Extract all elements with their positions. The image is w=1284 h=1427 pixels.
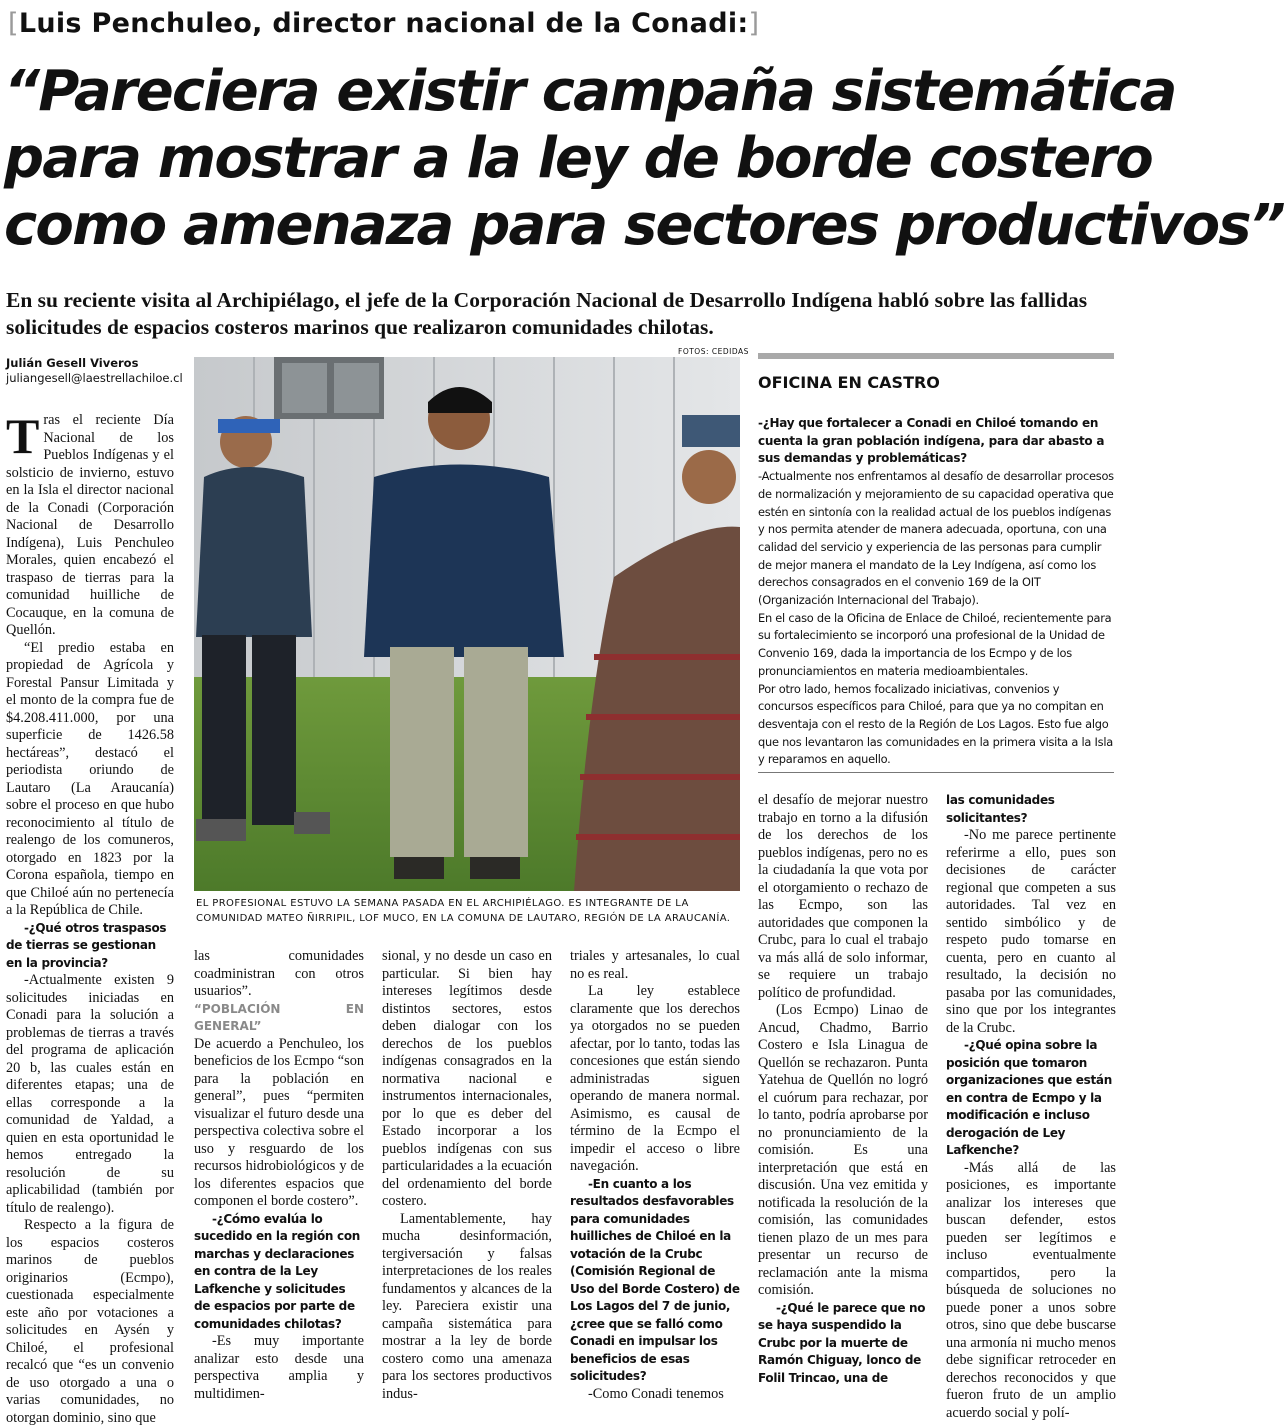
paragraph: sional, y no desde un caso en particular. Si bien hay intereses legítimos desde distintos sectores, estos deben dialogar con los derechos de los pueblos indígenas consagrados en la normativa nacional e instrumentos internacionales, por lo que es deber del Estado incorporar a los pueblos indígenas con sus particularidades a la ecuación del ordenamiento del borde costero. <box>382 948 552 1209</box>
headline-line: “Pareciera existir campaña sistemática <box>4 59 1176 124</box>
interview-question: -¿Hay que fortalecer a Conadi en Chiloé tomando en cuenta la gran población indígena, para dar abasto a sus demandas y problemáticas? <box>758 416 1105 466</box>
interview-question: las comunidades solicitantes? <box>946 793 1055 825</box>
interview-question: -En cuanto a los resultados desfavorables para comunidades huilliches de Chiloé en la votación de la Crubc (Comisión Regional de Uso del Borde Costero) de Los Lagos del 7 de junio, ¿cree que se falló como Conadi en impulsar los beneficios de esas solicitudes? <box>570 1176 740 1383</box>
photo-illustration <box>194 357 740 891</box>
interview-question: -¿Cómo evalúa lo sucedido en la región con marchas y declaraciones en contra de la Ley Lafkenche y solicitudes de espacios por parte de comunidades chilotas? <box>194 1211 361 1331</box>
photo-credit: FOTOS: CEDIDAS <box>678 347 749 356</box>
photo-caption: EL PROFESIONAL ESTUVO LA SEMANA PASADA EN EL ARCHIPIÉLAGO. ES INTEGRANTE DE LA COMUNIDAD MATEO ÑIRRIPIL, LOF MUCO, EN LA COMUNA DE LAUTARO, REGIÓN DE LA ARAUCANÍA. <box>196 898 731 924</box>
dropcap: T <box>6 408 40 464</box>
paragraph: -No me parece pertinente referirme a ello, pues son decisiones de carácter regional que competen a sus autoridades. Tal vez en sentido simbólico y de respeto pudo tomarse en cuenta, pero en cuanto al resultado, la decisión no pasaba por las comunidades, sino que por los integrantes de la Crubc. <box>946 827 1116 1036</box>
article-photo <box>194 357 740 891</box>
author-name: Julián Gesell Viveros <box>6 356 139 370</box>
paragraph: las comunidades coadministran con otros usuarios”. <box>194 948 364 999</box>
sidebar-divider <box>758 772 1114 773</box>
interview-question: -¿Qué otros traspasos de tierras se gestionan en la provincia? <box>6 920 167 970</box>
paragraph: Lamentablemente, hay mucha desinformación, tergiversación y falsas interpretaciones de los reales fundamentos y alcances de la ley. Pareciera existir una campaña sistemática para mostrar a la ley de borde costero como una amenaza para los sectores productivos indus- <box>382 1210 552 1402</box>
headline <box>4 58 1284 259</box>
paragraph: Respecto a la figura de los espacios costeros marinos de pueblos originarios (Ecmpo), cuestionada especialmente este año por votaciones a solicitudes en Aysén y Chiloé, el profesional recalcó que “es un convenio de uso otorgado a una o varias comunidades, no otorgan dominio, sino que <box>6 1217 174 1426</box>
paragraph: (Los Ecmpo) Linao de Ancud, Chadmo, Barrio Costero e Isla Linagua de Quellón se rechazaron. Punta Yatehua de Quellón no logró el cuórum para rechazar, por lo tanto, podría aprobarse por no pronunciamiento de la comisión. Es una interpretación que está en discusión. Una vez emitida y notificada la resolución de la comisión, las comunidades tienen plazo de un mes para presentar un recurso de reclamación ante la misma comisión. <box>758 1002 928 1298</box>
paragraph: Por otro lado, hemos focalizado iniciativas, convenios y concursos específicos para Chiloé, para que ya no compitan en desventaja con el resto de la Región de Los Lagos. Esto fue algo que nos levantaron las comunidades en la primera visita a la Isla y reparamos en aquello. <box>758 681 1113 767</box>
article-column-6 <box>946 792 1116 1421</box>
paragraph: -Como Conadi tenemos <box>588 1385 724 1402</box>
sidebar-rule <box>758 353 1114 359</box>
paragraph: Tras el reciente Día Nacional de los Pueblos Indígenas y el solsticio de invierno, estuvo en la Isla el director nacional de la Conadi (Corporación Nacional de Desarrollo Indígena), Luis Penchuleo Morales, quien encabezó el traspaso de tierras para la comunidad huilliche de Cocauque, en la comuna de Quellón. <box>6 408 174 638</box>
article-column-1 <box>6 408 174 1426</box>
paragraph: -Actualmente existen 9 solicitudes iniciadas en Conadi para la solución a problemas de tierras a través del programa de aplicación 20 b, las cuales están en diferentes etapas; una de ellas corresponde a la comunidad de Yaldad, a quien en esta oportunidad le hemos entregado la resolución de su aplicabilidad (también por título de realengo). <box>6 972 174 1216</box>
section-subhead: “POBLACIÓN EN GENERAL” <box>194 1001 364 1033</box>
interview-question: -¿Qué opina sobre la posición que tomaron organizaciones que están en contra de Ecmpo y la modificación e incluso derogación de Ley Lafkenche? <box>946 1038 1112 1157</box>
paragraph: el desafío de mejorar nuestro trabajo en torno a la difusión de los derechos de los pueblos indígenas, pero no es la ciudadanía la que vota por el otorgamiento o rechazo de las Ecmpo, son las autoridades que componen la Crubc, para lo cual el trabajo va más allá de solo informar, se requiere un trabajo político de profundidad. <box>758 792 928 1001</box>
deck: En su reciente visita al Archipiélago, el jefe de la Corporación Nacional de Desarrollo Indígena habló sobre las fallidas solicitudes de espacios costeros marinos que realizaron comunidades chilotas. <box>6 288 1088 339</box>
headline-line: como amenaza para sectores productivos” <box>4 193 1284 258</box>
interview-question: -¿Qué le parece que no se haya suspendido la Crubc por la muerte de Ramón Chiguay, lonco de Folil Trincao, una de <box>758 1300 926 1385</box>
sidebar-title: OFICINA EN CASTRO <box>758 373 940 392</box>
kicker: [Luis Penchuleo, director nacional de la Conadi:] <box>8 8 760 39</box>
paragraph: -Es muy importante analizar esto desde una perspectiva amplia y multidimen- <box>194 1333 364 1402</box>
paragraph: -Más allá de las posiciones, es importante analizar los intereses que buscan defender, estos pueden ser legítimos e incluso eventualmente compartidos, pero la búsqueda de soluciones no puede poner a unos sobre otros, sino que debe buscarse una armonía ni mucho menos debe significar retroceder en derechos reconocidos y que fueron fruto de un amplio acuerdo social y polí- <box>946 1159 1116 1421</box>
article-column-3 <box>382 948 552 1402</box>
article-column-2 <box>194 948 364 1402</box>
author-email: juliangesell@laestrellachiloe.cl <box>6 371 183 385</box>
kicker-text: Luis Penchuleo, director nacional de la Conadi: <box>18 8 749 39</box>
sidebar-interview <box>758 415 1114 769</box>
paragraph: De acuerdo a Penchuleo, los beneficios de los Ecmpo “son para la población en general”, pues “permiten visualizar el futuro desde una perspectiva colectiva sobre el uso y resguardo de los recursos hidrobiológicos y de los diferentes espacios que componen el borde costero”. <box>194 1035 364 1209</box>
paragraph: -Actualmente nos enfrentamos al desafío de desarrollar procesos de normalización y mejoramiento de su capacidad operativa que estén en sintonía con la realidad actual de los pueblos indígenas y nos permita atender de manera adecuada, oportuna, con una calidad del servicio y experiencia de las personas para cumplir de mejor manera el mandato de la Ley Indígena, así como los derechos consagrados en el convenio 169 de la OIT (Organización Internacional del Trabajo). <box>758 469 1114 608</box>
byline <box>6 356 183 386</box>
article-column-5 <box>758 792 928 1385</box>
paragraph: “El predio estaba en propiedad de Agrícola y Forestal Pansur Limitada y el monto de la compra fue de $4.208.411.000, por una superficie de 1426.58 hectáreas”, destacó el periodista oriundo de Lautaro (La Araucanía) sobre el proceso en que hubo reconocimiento al título de realengo de los comuneros, otorgado en 1823 por la Corona española, tiempo en que Chiloé aún no pertenecía a la República de Chile. <box>6 639 174 918</box>
paragraph: En el caso de la Oficina de Enlace de Chiloé, recientemente para su fortalecimiento se incorporó una profesional de la Unidad de Convenio 169, dada la importancia de los Ecmpo y de los pronunciamientos en materia medioambientales. <box>758 610 1112 678</box>
paragraph: triales y artesanales, lo cual no es real. <box>570 948 740 982</box>
paragraph: La ley establece claramente que los derechos ya otorgados no se pueden afectar, por lo tanto, todas las concesiones que están siendo administradas siguen operando de manera normal. Asimismo, es causal de término de la Ecmpo el impedir el acceso o libre navegación. <box>570 983 740 1174</box>
headline-line: para mostrar a la ley de borde costero <box>4 126 1152 191</box>
article-column-4 <box>570 948 740 1402</box>
